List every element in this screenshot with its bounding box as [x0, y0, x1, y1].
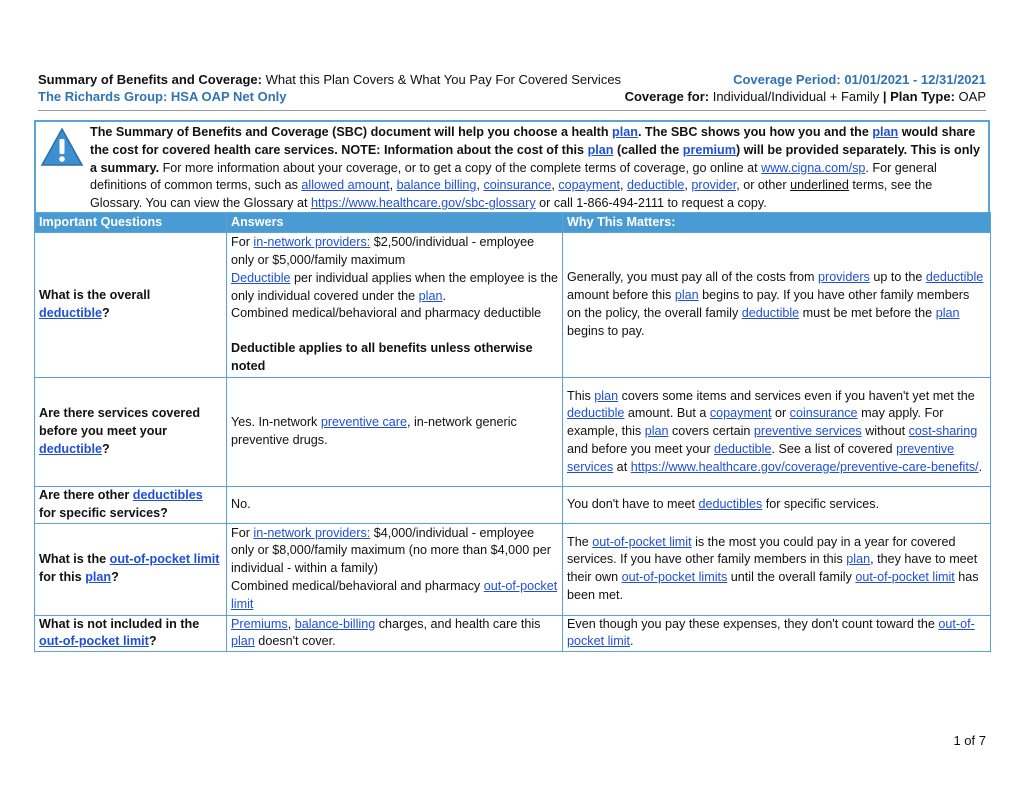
deductible-link[interactable]: deductible [39, 441, 102, 456]
plan-link[interactable]: plan [418, 288, 443, 303]
coverage-period: Coverage Period: 01/01/2021 - 12/31/2021 [733, 72, 986, 87]
warning-triangle-icon [40, 127, 84, 167]
plan-link[interactable]: plan [644, 424, 669, 439]
out-of-pocket-limit-link[interactable]: out-of-pocket limit [567, 616, 975, 649]
premium-link[interactable]: premium [682, 142, 736, 157]
coverage-info: Coverage for: Individual/Individual + Family | Plan Type: OAP [624, 89, 986, 104]
preventive-care-url-link[interactable]: https://www.healthcare.gov/coverage/preventive-care-benefits/ [630, 459, 979, 474]
out-of-pocket-limits-link[interactable]: out-of-pocket limits [621, 570, 728, 585]
table-header-row [35, 213, 991, 233]
plan-link[interactable]: plan [594, 388, 619, 403]
question-cell: What is not included in the out-of-pocket limit? [35, 615, 227, 652]
deductible-link[interactable]: deductible [626, 178, 685, 193]
col-header-answers: Answers [227, 213, 563, 233]
provider-link[interactable]: provider [691, 178, 737, 193]
balance-billing-link[interactable]: balance billing [396, 178, 477, 193]
cigna-url-link[interactable]: www.cigna.com/sp [761, 160, 866, 175]
table-row [35, 523, 991, 615]
deductibles-link[interactable]: deductibles [132, 488, 203, 502]
sbc-notice-box [34, 120, 990, 212]
glossary-url-link[interactable]: https://www.healthcare.gov/sbc-glossary [310, 196, 536, 211]
deductible-link[interactable]: deductible [714, 441, 772, 456]
answer-cell: Premiums, balance-billing charges, and health care this plan doesn't cover. [227, 615, 563, 652]
answer-cell: For in-network providers: $4,000/individual - employee only or $8,000/family maximum (no more than $4,000 per individual - within a family) Combined medical/behavioral and pharmacy out-of-pocket limit [227, 523, 563, 615]
why-cell: The out-of-pocket limit is the most you could pay in a year for covered services. If you have other family members in this plan, they have to meet their own out-of-pocket limits until the overall family out-of-pocket limit has been met. [563, 523, 991, 615]
col-header-questions: Important Questions [35, 213, 227, 233]
deductibles-link[interactable]: deductibles [698, 496, 763, 511]
preventive-services-link[interactable]: preventive services [753, 424, 862, 439]
coinsurance-link[interactable]: coinsurance [483, 178, 552, 193]
cost-sharing-link[interactable]: cost-sharing [908, 424, 978, 439]
question-cell: What is the out-of-pocket limit for this plan? [35, 523, 227, 615]
answer-cell: For in-network providers: $2,500/individual - employee only or $5,000/family maximum Deductible per individual applies when the employee is the only individual covered under the plan. Combined medical/behavioral and pharmacy deductible Deductible applies to all benefits unless otherwise noted [227, 233, 563, 378]
header-divider [38, 110, 986, 111]
why-cell: Even though you pay these expenses, they don't count toward the out-of-pocket limit. [563, 615, 991, 652]
underlined-word: underlined [790, 178, 849, 193]
col-header-why: Why This Matters: [563, 213, 991, 233]
plan-link[interactable]: plan [846, 552, 871, 567]
out-of-pocket-limit-link[interactable]: out-of-pocket limit [39, 634, 149, 649]
table-row [35, 378, 991, 487]
question-cell: Are there services covered before you meet your deductible? [35, 378, 227, 487]
document-header [38, 71, 986, 105]
why-cell: You don't have to meet deductibles for specific services. [563, 487, 991, 524]
plan-link[interactable]: plan [872, 125, 899, 139]
preventive-care-link[interactable]: preventive care [320, 415, 407, 430]
question-cell: What is the overall deductible? [35, 233, 227, 378]
deductible-link[interactable]: deductible [925, 270, 984, 285]
answer-cell: Yes. In-network preventive care, in-network generic preventive drugs. [227, 378, 563, 487]
plan-link[interactable]: plan [85, 570, 112, 585]
table-row [35, 487, 991, 524]
preventive-services-link[interactable]: preventive services [567, 441, 955, 474]
plan-link[interactable]: plan [587, 142, 614, 157]
coinsurance-link[interactable]: coinsurance [789, 406, 858, 421]
copayment-link[interactable]: copayment [558, 178, 620, 193]
deductible-link[interactable]: deductible [741, 306, 800, 320]
page-number: 1 of 7 [953, 733, 986, 748]
why-cell: This plan covers some items and services even if you haven't yet met the deductible amount. But a copayment or coinsurance may apply. For example, this plan covers certain preventive services without cost-sharing and before you meet your deductible. See a list of covered preventive services at https://www.healthcare.gov/coverage/preventive-care-benefits/. [563, 378, 991, 487]
in-network-providers-link[interactable]: in-network providers: [253, 235, 371, 250]
group-name: The Richards Group: HSA OAP Net Only [38, 89, 287, 104]
table-row [35, 233, 991, 378]
why-cell: Generally, you must pay all of the costs from providers up to the deductible amount before this plan begins to pay. If you have other family members on the policy, the overall family deductible must be met before the plan begins to pay. [563, 233, 991, 378]
providers-link[interactable]: providers [818, 270, 870, 285]
premiums-link[interactable]: Premiums [231, 616, 288, 631]
out-of-pocket-limit-link[interactable]: out-of-pocket limit [231, 578, 558, 611]
answer-cell: No. [227, 487, 563, 524]
deductible-link[interactable]: deductible [39, 306, 102, 320]
copayment-link[interactable]: copayment [709, 406, 772, 421]
deductible-link[interactable]: deductible [567, 406, 625, 421]
in-network-providers-link[interactable]: in-network providers: [253, 525, 371, 540]
out-of-pocket-limit-link[interactable]: out-of-pocket limit [855, 570, 955, 585]
balance-billing-link[interactable]: balance-billing [294, 616, 376, 631]
deductible-link[interactable]: Deductible [231, 270, 291, 285]
allowed-amount-link[interactable]: allowed amount [301, 178, 390, 193]
notice-bold-text: The Summary of Benefits and Coverage (SBC) document will help you choose a health plan. The SBC shows you how you and the plan would share the cost for covered health care services. NOTE: Information about the cost of this plan (called the premium) will be provided separately. This is only a summary. For more information about your coverage, or to get a copy of the complete terms of coverage, go online at www.cigna.com/sp. For general definitions of common terms, such as allowed amount, balance billing, coinsurance, copayment, deductible, provider, or other underlined terms, see the Glossary. You can view the Glossary at https://www.healthcare.gov/sbc-glossary or call 1-866-494-2111 to request a copy. [90, 125, 980, 211]
plan-link[interactable]: plan [674, 288, 699, 303]
plan-link[interactable]: plan [935, 306, 960, 320]
plan-link[interactable]: plan [612, 125, 638, 139]
plan-link[interactable]: plan [231, 634, 255, 649]
out-of-pocket-limit-link[interactable]: out-of-pocket limit [592, 534, 692, 549]
question-cell: Are there other deductibles for specific services? [35, 487, 227, 524]
table-row [35, 615, 991, 652]
document-title: Summary of Benefits and Coverage: What this Plan Covers & What You Pay For Covered Services [38, 72, 622, 87]
benefits-table [34, 212, 991, 652]
out-of-pocket-limit-link[interactable]: out-of-pocket limit [109, 552, 220, 567]
